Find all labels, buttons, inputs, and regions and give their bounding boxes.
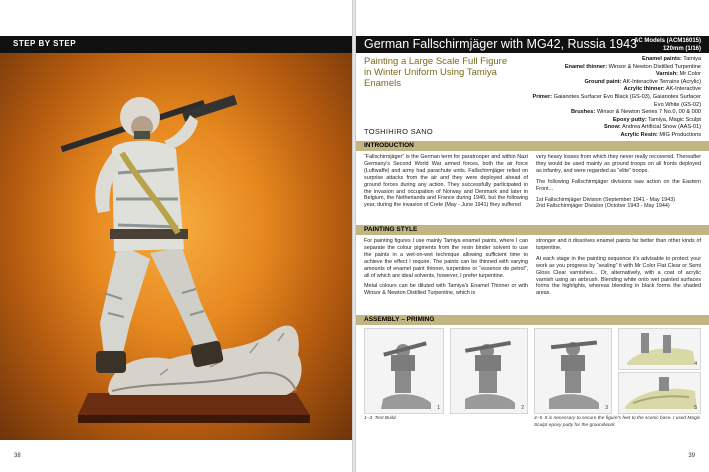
painting-style-column-1 xyxy=(364,238,528,301)
materials-list xyxy=(511,56,701,140)
right-arm xyxy=(164,115,198,149)
build-photo-4 xyxy=(618,328,701,370)
paragraph: 1st Fallschirmjäger Division (September 1941 - May 1943) xyxy=(536,196,676,203)
introduction-column-1 xyxy=(364,154,528,213)
figure-photo xyxy=(0,53,352,440)
assembly-heading-bar xyxy=(356,315,709,325)
author-name: TOSHIHIRO SANO xyxy=(364,127,434,136)
page-number: 39 xyxy=(688,453,695,459)
plinth-side xyxy=(78,415,310,423)
assembly-heading: ASSEMBLY – PRIMING xyxy=(364,316,435,323)
introduction-heading-bar xyxy=(356,141,709,151)
right-page xyxy=(356,0,709,472)
photo-number: 5 xyxy=(694,405,697,411)
right-leg xyxy=(150,247,220,349)
spec-row: Enamel paints: Tamiya xyxy=(642,56,701,62)
caption-scenic-base: 4–5. It is necessary to secure the figure's feet to the scenic base. I used Magic Sculpt epoxy putty for the groundwork. xyxy=(534,416,701,428)
plinth-top xyxy=(78,393,310,415)
build-photo-5 xyxy=(618,372,701,414)
paragraph: 2nd Fallschirmjäger Division (October 1943 - May 1944) xyxy=(536,203,670,210)
paragraph: The following Fallschirmjäger divisions saw action on the Eastern Front... xyxy=(536,178,701,192)
build-photo-3 xyxy=(534,328,612,414)
paragraph: At each stage in the painting sequence it's advisable to protect your work as you progress by “sealing” it with Mr Color Flat Clear or Semi Gloss Clear varnishes... Or, alternatively, with a coat of acrylic varnish using an airbrush. Blending white onto wet painted surfaces forms the highlights, whereas blending in black forms the shaded areas. xyxy=(536,255,701,297)
face-mask xyxy=(134,131,150,139)
article-title: German Fallschirmjäger with MG42, Russia 1943 xyxy=(364,37,638,51)
publisher-line-2: 120mm (1/16) xyxy=(662,46,701,52)
photo-number: 3 xyxy=(605,405,608,411)
introduction-heading: INTRODUCTION xyxy=(364,142,414,149)
spec-row: Evo White (GS-02) xyxy=(654,101,701,108)
caption-test-build: 1–3. Test Build. xyxy=(364,416,397,421)
section-header xyxy=(0,36,352,53)
spec-row: Acrylic Resin: MIG Productions xyxy=(620,131,701,138)
paragraph: very heavy losses from which they never really recovered. Thereafter they would be used mainly as ground troops on all fronts deployed as infantry, and were regarded as “elite” troops. xyxy=(536,154,701,174)
paragraph: “Fallschirmjäger” is the German term for paratrooper and within Nazi Germany's Second World War armed forces, both the air force (Luftwaffe) and army had parachute units. Fallschirmjäger relied on surprise attacks from the air and they were deployed ahead of ground forces during any action. They successfully participated in the invasion and occupation of Norway and Denmark and later in Belgium, the Netherlands and France during 1940, but the following year, during the invasion of Crete (May - June 1941) they suffered xyxy=(364,154,528,209)
spec-row: Primer: Gaianotes Surfacer Evo Black (GS-03), Gaianotes Surfacer xyxy=(532,93,701,100)
painting-style-heading-bar xyxy=(356,225,709,235)
paragraph: stronger and it dissolves enamel paints far better than other kinds of turpentine. xyxy=(536,238,701,251)
photo-number: 1 xyxy=(437,405,440,411)
section-label: STEP BY STEP xyxy=(13,39,77,48)
build-photo-1 xyxy=(364,328,444,414)
spec-row: Ground paint: AK-Interactive Terrains (Acrylic) xyxy=(584,78,701,85)
painting-style-column-2 xyxy=(536,238,701,301)
photo-number: 4 xyxy=(694,361,697,367)
paragraph: For painting figures I use mainly Tamiya enamel paints, where I can separate the colour pigments from the resin binder solvent to use the paints in a wet-on-wet technique allowing sufficient time to achieve the effect I require. The paints can be thinned with varying amounts of enamel paint thinner, turpentine or “essence de petrol”, all of which are ideal solvents, however, I prefer turpentine. xyxy=(364,238,528,279)
title-bar xyxy=(356,36,709,53)
spec-row: Enamel thinner: Winsor & Newton Distilled Turpentine xyxy=(564,63,701,70)
publisher-line-1: AC Models (ACM16015) xyxy=(633,38,701,44)
spec-row: Acrylic thinner: AK-Interactive xyxy=(623,86,701,93)
introduction-column-2 xyxy=(536,154,701,214)
painting-style-heading: PAINTING STYLE xyxy=(364,226,418,233)
grey-figure-icon xyxy=(451,329,528,414)
publisher-info xyxy=(634,37,701,53)
figure-illustration xyxy=(0,53,352,440)
article-subtitle: Painting a Large Scale Full Figure in Winter Uniform Using Tamiya Enamels xyxy=(364,56,508,89)
scenic-base-icon xyxy=(619,329,701,370)
build-photo-2 xyxy=(450,328,528,414)
paragraph: Metal colours can be diluted with Tamiya's Enamel Thinner or with Winsor & Newton Distilled Turpentine, which is xyxy=(364,283,528,297)
left-leg xyxy=(100,243,150,357)
photo-number: 2 xyxy=(521,405,524,411)
left-page xyxy=(0,0,352,472)
spec-row: Brushes: Winsor & Newton Series 7 No.0, 00 & 000 xyxy=(571,109,701,116)
spec-row: Epoxy putty: Tamiya, Magic Sculpt xyxy=(612,116,701,123)
spec-row: Varnish: Mr Color xyxy=(655,71,701,78)
grey-figure-icon xyxy=(365,329,444,414)
page-number: 38 xyxy=(14,453,21,459)
scenic-base-icon xyxy=(619,373,701,414)
grey-figure-icon xyxy=(535,329,612,414)
left-boot xyxy=(96,351,126,373)
spec-row: Snow: Andrea Artificial Snow (AAS-01) xyxy=(604,124,701,131)
